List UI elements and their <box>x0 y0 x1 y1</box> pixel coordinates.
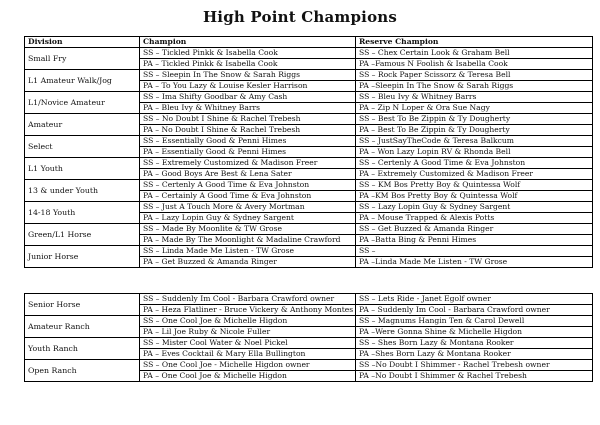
champion-cell: SS – Made By Moonlite & TW Grose <box>140 224 356 235</box>
reserve-cell: PA –Shes Born Lazy & Montana Rooker <box>356 349 593 360</box>
reserve-cell: PA – Best To Be Zippin & Ty Dougherty <box>356 125 593 136</box>
table-header-row <box>25 37 593 48</box>
reserve-cell: PA –KM Bos Pretty Boy & Quintessa Wolf <box>356 191 593 202</box>
reserve-cell: PA – Extremely Customized & Madison Freer <box>356 169 593 180</box>
champion-cell: PA – Essentially Good & Penni Himes <box>140 147 356 158</box>
table-row <box>25 338 593 349</box>
division-cell: 14-18 Youth <box>25 202 140 224</box>
reserve-cell: PA –Batta Bing & Penni Himes <box>356 235 593 246</box>
reserve-cell: SS – Lazy Lopin Guy & Sydney Sargent <box>356 202 593 213</box>
division-cell: Youth Ranch <box>25 338 140 360</box>
division-cell: L1/Novice Amateur <box>25 92 140 114</box>
champion-cell: PA – Tickled Pinkk & Isabella Cook <box>140 59 356 70</box>
champion-cell: SS – Certenly A Good Time & Eva Johnston <box>140 180 356 191</box>
champion-cell: SS – Mister Cool Water & Noel Pickel <box>140 338 356 349</box>
champion-cell: SS – Ima Shifty Goodbar & Amy Cash <box>140 92 356 103</box>
table-row <box>25 202 593 213</box>
division-cell: Green/L1 Horse <box>25 224 140 246</box>
header-reserve: Reserve Champion <box>356 37 593 48</box>
reserve-cell: PA –Famous N Foolish & Isabella Cook <box>356 59 593 70</box>
reserve-cell: SS – Shes Born Lazy & Montana Rooker <box>356 338 593 349</box>
division-cell: Open Ranch <box>25 360 140 382</box>
reserve-cell: SS – Bleu Ivy & Whitney Barrs <box>356 92 593 103</box>
reserve-cell: PA – Suddenly Im Cool - Barbara Crawford owner <box>356 305 593 316</box>
champion-cell: SS – Just A Touch More & Avery Mortman <box>140 202 356 213</box>
reserve-cell: SS –No Doubt I Shimmer - Rachel Trebesh owner <box>356 360 593 371</box>
division-cell: Small Fry <box>25 48 140 70</box>
table-row <box>25 224 593 235</box>
champion-cell: PA – Good Boys Are Best & Lena Sater <box>140 169 356 180</box>
champion-cell: PA – Made By The Moonlight & Madaline Crawford <box>140 235 356 246</box>
reserve-cell: SS – Chex Certain Look & Graham Bell <box>356 48 593 59</box>
champion-cell: PA – Lil Joe Ruby & Nicole Fuller <box>140 327 356 338</box>
champions-table-horse-ranch <box>24 293 593 382</box>
champion-cell: PA – Eves Cocktail & Mary Ella Bullington <box>140 349 356 360</box>
header-division: Division <box>25 37 140 48</box>
reserve-cell: SS – KM Bos Pretty Boy & Quintessa Wolf <box>356 180 593 191</box>
table-row <box>25 246 593 257</box>
division-cell: 13 & under Youth <box>25 180 140 202</box>
reserve-cell: SS – <box>356 246 593 257</box>
division-cell: Junior Horse <box>25 246 140 268</box>
table-row <box>25 70 593 81</box>
champion-cell: PA – No Doubt I Shine & Rachel Trebesh <box>140 125 356 136</box>
reserve-cell: SS – JustSayTheCode & Teresa Balkcum <box>356 136 593 147</box>
champion-cell: PA – Bleu Ivy & Whitney Barrs <box>140 103 356 114</box>
champion-cell: SS – Sleepin In The Snow & Sarah Riggs <box>140 70 356 81</box>
division-cell: L1 Youth <box>25 158 140 180</box>
division-cell: Amateur <box>25 114 140 136</box>
reserve-cell: SS – Rock Paper Scissorz & Teresa Bell <box>356 70 593 81</box>
reserve-cell: SS – Certenly A Good Time & Eva Johnston <box>356 158 593 169</box>
table-row <box>25 360 593 371</box>
champions-table-body-2 <box>25 294 593 382</box>
champions-table <box>24 36 593 268</box>
champion-cell: SS – One Cool Joe & Michelle Higdon <box>140 316 356 327</box>
division-cell: Senior Horse <box>25 294 140 316</box>
reserve-cell: PA –Linda Made Me Listen - TW Grose <box>356 257 593 268</box>
champion-cell: SS – Essentially Good & Penni Himes <box>140 136 356 147</box>
header-champion: Champion <box>140 37 356 48</box>
reserve-cell: PA –Sleepin In The Snow & Sarah Riggs <box>356 81 593 92</box>
champion-cell: PA – Get Buzzed & Amanda Ringer <box>140 257 356 268</box>
reserve-cell: PA –No Doubt I Shimmer & Rachel Trebesh <box>356 371 593 382</box>
reserve-cell: SS – Magnums Hangin Ten & Carol Dewell <box>356 316 593 327</box>
division-cell: L1 Amateur Walk/Jog <box>25 70 140 92</box>
champion-cell: SS – Linda Made Me Listen - TW Grose <box>140 246 356 257</box>
division-cell: Amateur Ranch <box>25 316 140 338</box>
champion-cell: PA – Lazy Lopin Guy & Sydney Sargent <box>140 213 356 224</box>
champions-table-body <box>25 48 593 268</box>
table-row <box>25 180 593 191</box>
champion-cell: PA – One Cool Joe & Michelle Higdon <box>140 371 356 382</box>
table-row <box>25 136 593 147</box>
reserve-cell: SS – Best To Be Zippin & Ty Dougherty <box>356 114 593 125</box>
division-cell: Select <box>25 136 140 158</box>
champion-cell: PA – To You Lazy & Louise Kesler Harrison <box>140 81 356 92</box>
champion-cell: PA – Heza Flatliner - Bruce Vickery & Anthony Montes <box>140 305 356 316</box>
reserve-cell: SS – Get Buzzed & Amanda Ringer <box>356 224 593 235</box>
page-title: High Point Champions <box>202 8 398 26</box>
champion-cell: PA – Certainly A Good Time & Eva Johnston <box>140 191 356 202</box>
champion-cell: SS – Suddenly Im Cool - Barbara Crawford owner <box>140 294 356 305</box>
reserve-cell: PA – Mouse Trapped & Alexis Potts <box>356 213 593 224</box>
table-row <box>25 92 593 103</box>
reserve-cell: PA – Zip N Loper & Ora Sue Nagy <box>356 103 593 114</box>
champion-cell: SS – No Doubt I Shine & Rachel Trebesh <box>140 114 356 125</box>
champion-cell: SS – Tickled Pinkk & Isabella Cook <box>140 48 356 59</box>
table-row <box>25 316 593 327</box>
reserve-cell: SS – Lets Ride - Janet Egolf owner <box>356 294 593 305</box>
reserve-cell: PA – Won Lazy Lopin RV & Rhonda Bell <box>356 147 593 158</box>
table-row <box>25 48 593 59</box>
table-row <box>25 114 593 125</box>
table-row <box>25 294 593 305</box>
reserve-cell: PA –Were Gonna Shine & Michelle Higdon <box>356 327 593 338</box>
table-row <box>25 158 593 169</box>
champion-cell: SS – One Cool Joe - Michelle Higdon owner <box>140 360 356 371</box>
champion-cell: SS – Extremely Customized & Madison Freer <box>140 158 356 169</box>
